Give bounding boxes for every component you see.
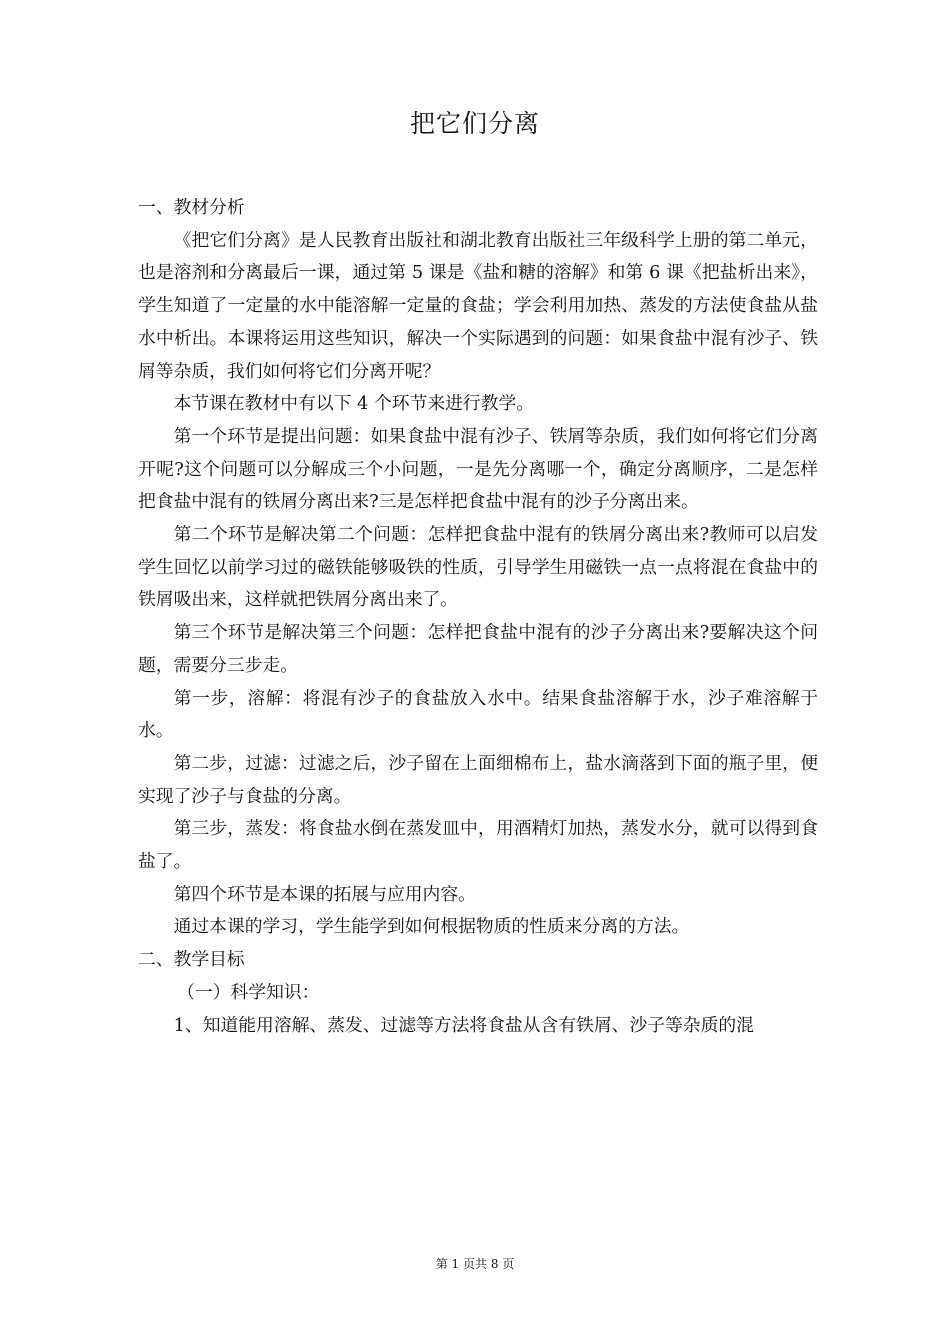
document-body bbox=[138, 192, 818, 1042]
paragraph: 第三步，蒸发：将食盐水倒在蒸发皿中，用酒精灯加热，蒸发水分，就可以得到食盐了。 bbox=[138, 818, 818, 873]
section-heading: 二、教学目标 bbox=[138, 949, 245, 971]
paragraph: 《把它们分离》是人民教育出版社和湖北教育出版社三年级科学上册的第二单元，也是溶剂和分离最后一课，通过第 5 课是《盐和糖的溶解》和第 6 课《把盐析出来》，学生知道了一定量的水中能溶解一定量的食盐；学会利用加热、蒸发的方法使食盐从盐水中析出。本课将运用这些知识，解决一个实际遇到的问题：如果食盐中混有沙子、铁屑等杂质，我们如何将它们分离开呢？ bbox=[138, 229, 818, 382]
document-title: 把它们分离 bbox=[409, 109, 540, 138]
section-heading: 一、教材分析 bbox=[138, 197, 245, 218]
subsection-heading: （一）科学知识： bbox=[177, 981, 320, 1003]
paragraph: 通过本课的学习，学生能学到如何根据物质的性质来分离的方法。 bbox=[173, 916, 690, 938]
paragraph: 本节课在教材中有以下 4 个环节来进行教学。 bbox=[173, 393, 535, 415]
paragraph: 第一个环节是提出问题：如果食盐中混有沙子、铁屑等杂质，我们如何将它们分离开呢?这个问题可以分解成三个小问题，一是先分离哪一个，确定分离顺序，二是怎样把食盐中混有的铁屑分离出来?三是怎样把食盐中混有的沙子分离出来。 bbox=[138, 425, 818, 513]
paragraph: 第二步，过滤：过滤之后，沙子留在上面细棉布上，盐水滴落到下面的瓶子里，便实现了沙子与食盐的分离。 bbox=[138, 752, 818, 807]
paragraph: 第二个环节是解决第二个问题：怎样把食盐中混有的铁屑分离出来?教师可以启发学生回忆以前学习过的磁铁能够吸铁的性质，引导学生用磁铁一点一点将混在食盐中的铁屑吸出来，这样就把铁屑分离出来了。 bbox=[138, 524, 818, 611]
page-footer: 第 1 页共 8 页 bbox=[435, 1257, 515, 1271]
paragraph: 第四个环节是本课的拓展与应用内容。 bbox=[173, 883, 476, 905]
paragraph: 1、知道能用溶解、蒸发、过滤等方法将食盐从含有铁屑、沙子等杂质的混 bbox=[173, 1014, 754, 1036]
paragraph: 第一步，溶解：将混有沙子的食盐放入水中。结果食盐溶解于水，沙子难溶解于水。 bbox=[138, 687, 818, 742]
paragraph: 第三个环节是解决第三个问题：怎样把食盐中混有的沙子分离出来?要解决这个问题，需要分三步走。 bbox=[138, 622, 818, 676]
